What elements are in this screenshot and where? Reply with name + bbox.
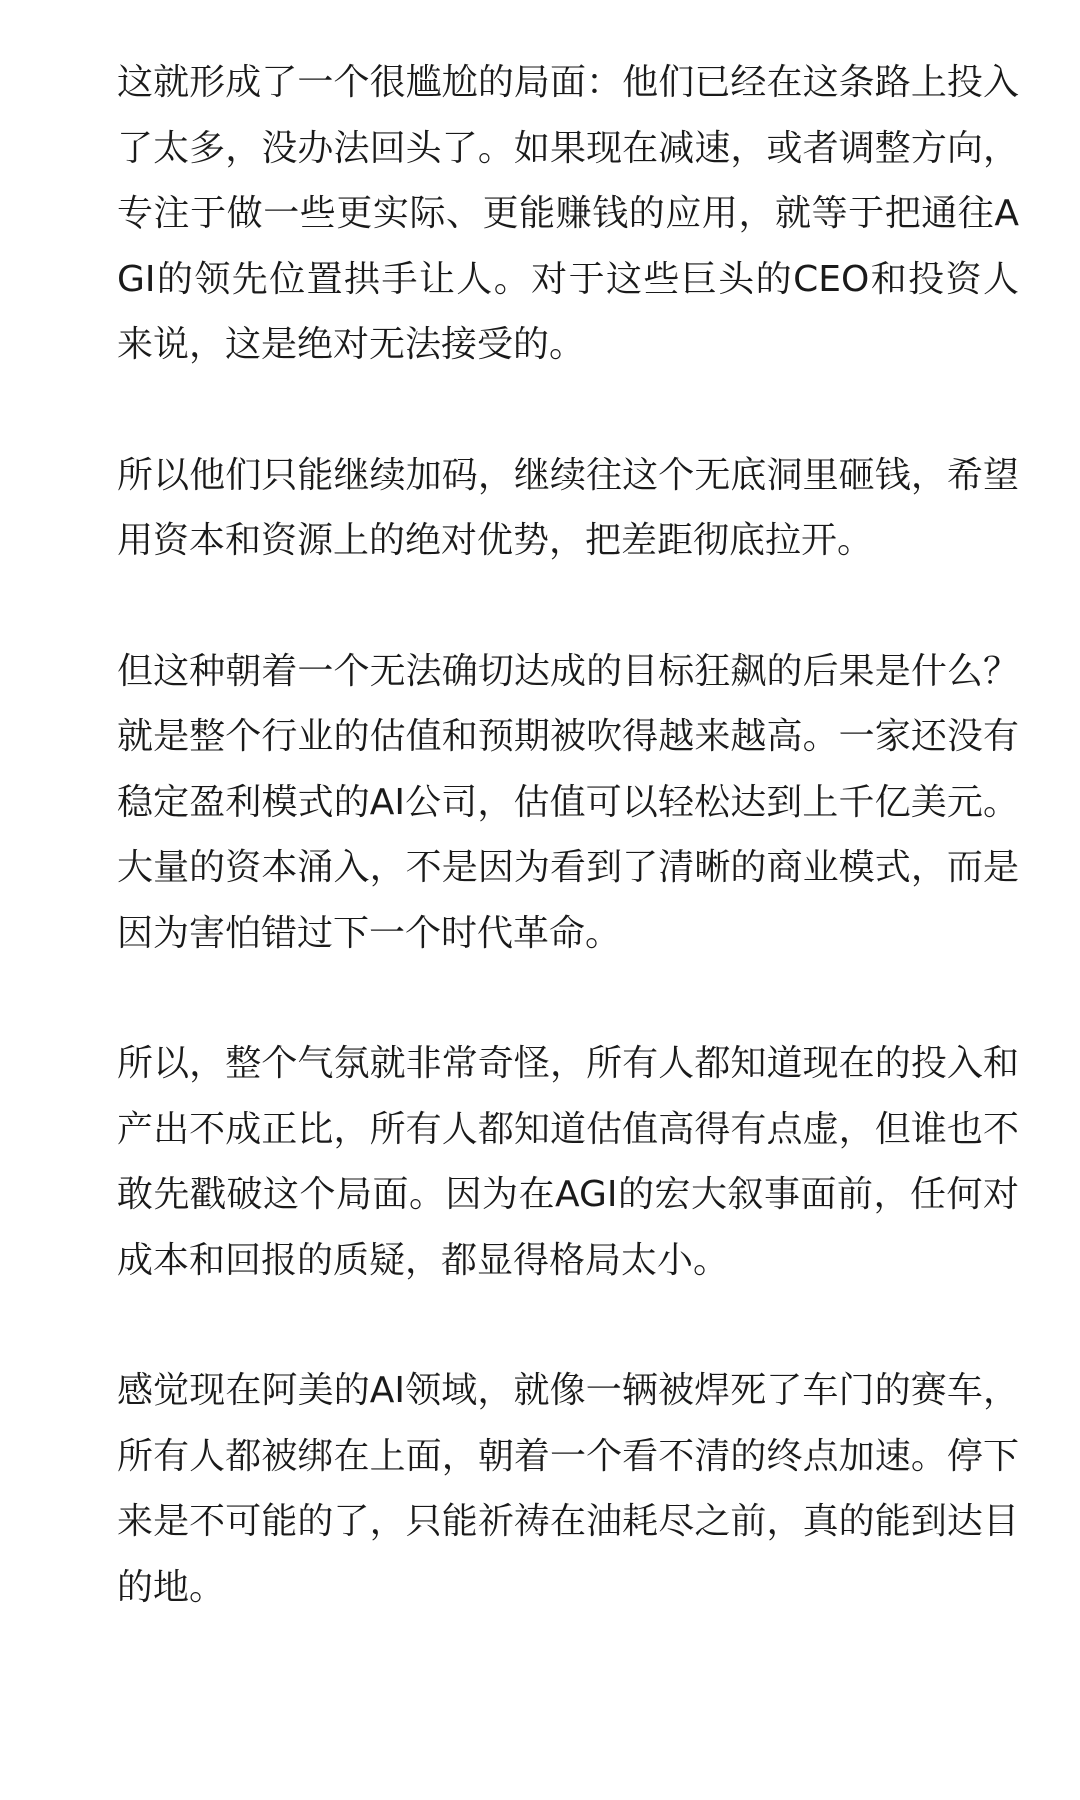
paragraph-3: 但这种朝着一个无法确切达成的目标狂飙的后果是什么？就是整个行业的估值和预期被吹得越来越高。一家还没有稳定盈利模式的AI公司，估值可以轻松达到上千亿美元。大量的资本涌入，不是因为看到了清晰的商业模式，而是因为害怕错过下一个时代革命。 [117,650,1019,954]
paragraph-4: 所以，整个气氛就非常奇怪，所有人都知道现在的投入和产出不成正比，所有人都知道估值高得有点虚，但谁也不敢先戳破这个局面。因为在AGI的宏大叙事面前，任何对成本和回报的质疑，都显得格局太小。 [117,1043,1019,1281]
article-body [117,50,1019,1620]
paragraph-1: 这就形成了一个很尴尬的局面：他们已经在这条路上投入了太多，没办法回头了。如果现在减速，或者调整方向，专注于做一些更实际、更能赚钱的应用，就等于把通往AGI的领先位置拱手让人。对于这些巨头的CEO和投资人来说，这是绝对无法接受的。 [117,62,1019,365]
paragraph-5: 感觉现在阿美的AI领域，就像一辆被焊死了车门的赛车，所有人都被绑在上面，朝着一个看不清的终点加速。停下来是不可能的了，只能祈祷在油耗尽之前，真的能到达目的地。 [117,1370,1019,1608]
paragraph-2: 所以他们只能继续加码，继续往这个无底洞里砸钱，希望用资本和资源上的绝对优势，把差距彻底拉开。 [117,454,1019,561]
